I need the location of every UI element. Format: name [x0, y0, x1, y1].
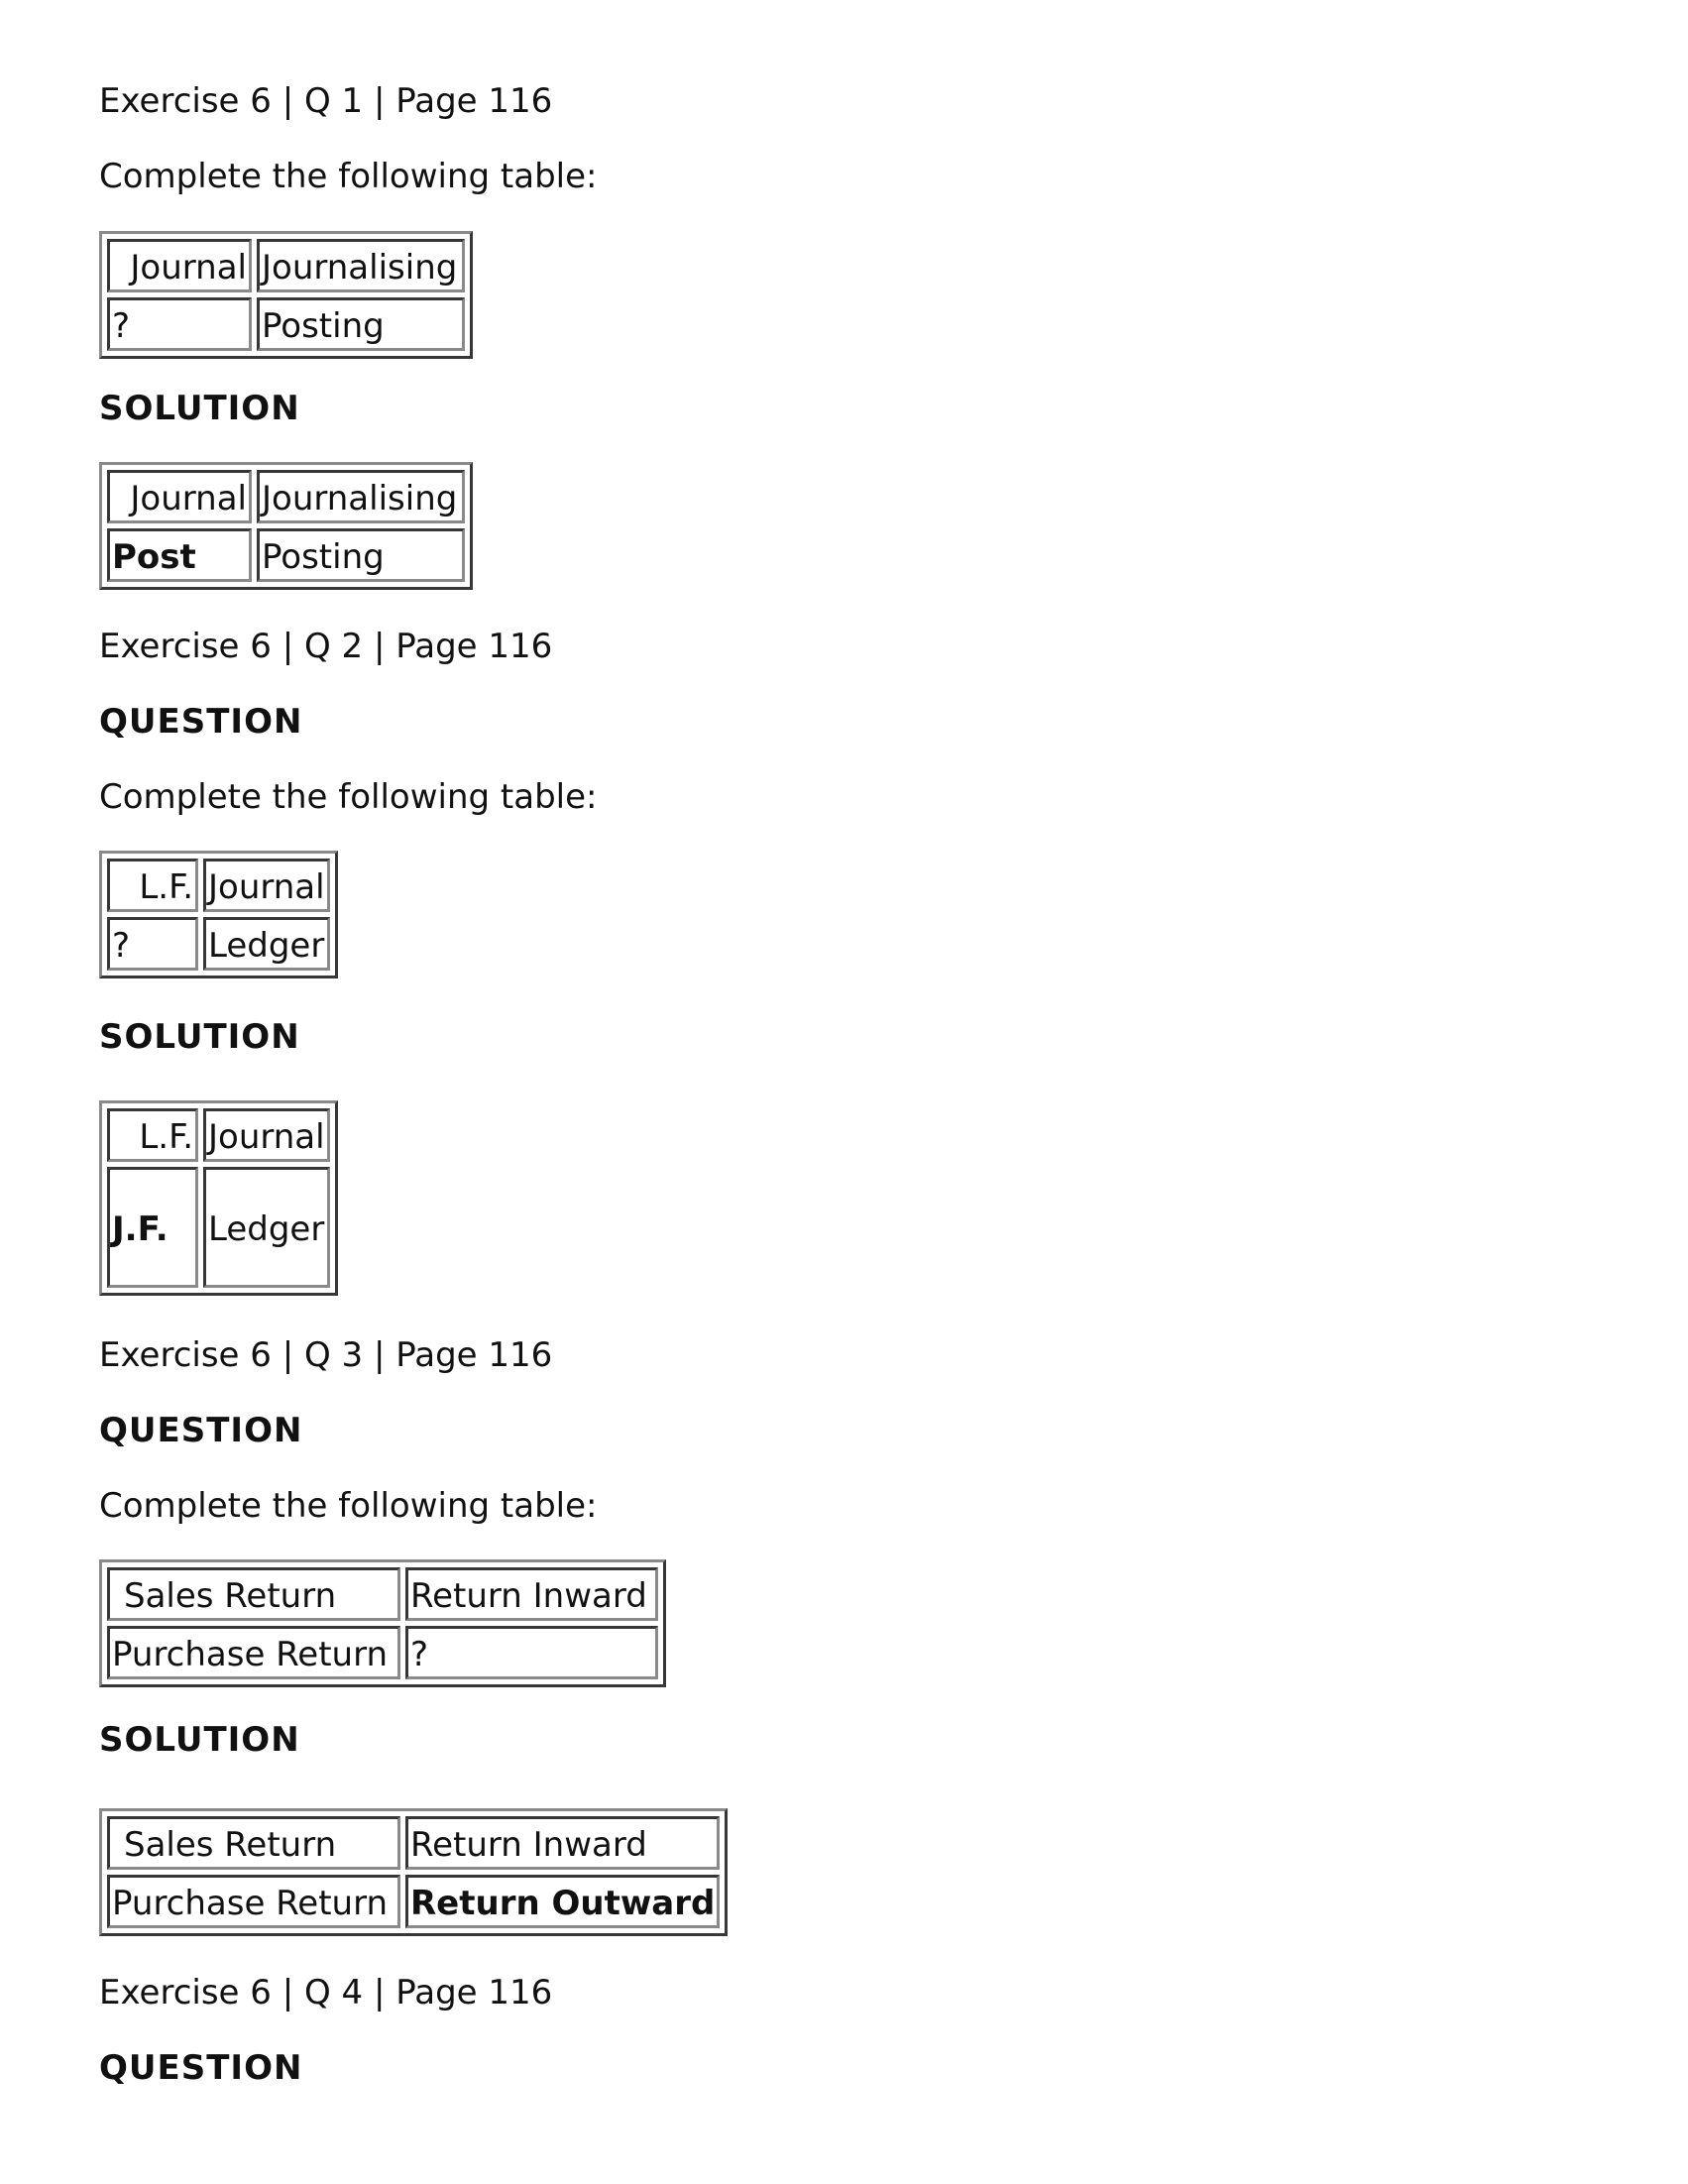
table-cell: ? [107, 917, 198, 971]
solution-table-q3 [99, 1808, 728, 1936]
question-table-q3 [99, 1559, 666, 1687]
table-cell: Post [107, 528, 252, 582]
question-label-q4: QUESTION [99, 2048, 303, 2088]
exercise-header-q4: Exercise 6 | Q 4 | Page 116 [99, 1973, 553, 2012]
table-cell: Posting [257, 297, 465, 351]
prompt-q2: Complete the following table: [99, 777, 598, 817]
table-cell: Return Inward [405, 1567, 658, 1621]
question-label-q3: QUESTION [99, 1411, 303, 1450]
question-table-q1 [99, 231, 473, 359]
solution-label-q3: SOLUTION [99, 1720, 300, 1760]
exercise-header-q2: Exercise 6 | Q 2 | Page 116 [99, 627, 553, 666]
table-cell: Purchase Return [107, 1875, 400, 1928]
table-cell: Ledger [203, 917, 330, 971]
solution-label-q2: SOLUTION [99, 1017, 300, 1057]
solution-table-q1 [99, 462, 473, 590]
prompt-q3: Complete the following table: [99, 1486, 598, 1526]
table-cell: Posting [257, 528, 465, 582]
table-cell: Journal [203, 1108, 330, 1162]
table-cell: Return Inward [405, 1816, 720, 1870]
table-cell: L.F. [107, 859, 198, 912]
table-cell: ? [107, 297, 252, 351]
table-cell: Journalising [257, 470, 465, 523]
table-cell: Return Outward [405, 1875, 720, 1928]
exercise-header-q3: Exercise 6 | Q 3 | Page 116 [99, 1335, 553, 1375]
table-cell: Purchase Return [107, 1626, 400, 1679]
table-cell: L.F. [107, 1108, 198, 1162]
table-cell: Journal [203, 859, 330, 912]
table-cell: ? [405, 1626, 658, 1679]
exercise-header-q1: Exercise 6 | Q 1 | Page 116 [99, 81, 553, 121]
table-cell: J.F. [107, 1167, 198, 1288]
question-table-q2 [99, 851, 338, 978]
table-cell: Journal [107, 239, 252, 292]
table-cell: Journal [107, 470, 252, 523]
table-cell: Sales Return [107, 1816, 400, 1870]
table-cell: Sales Return [107, 1567, 400, 1621]
question-label-q2: QUESTION [99, 702, 303, 742]
solution-table-q2 [99, 1100, 338, 1296]
table-cell: Ledger [203, 1167, 330, 1288]
table-cell: Journalising [257, 239, 465, 292]
solution-label-q1: SOLUTION [99, 389, 300, 428]
prompt-q1: Complete the following table: [99, 157, 598, 196]
